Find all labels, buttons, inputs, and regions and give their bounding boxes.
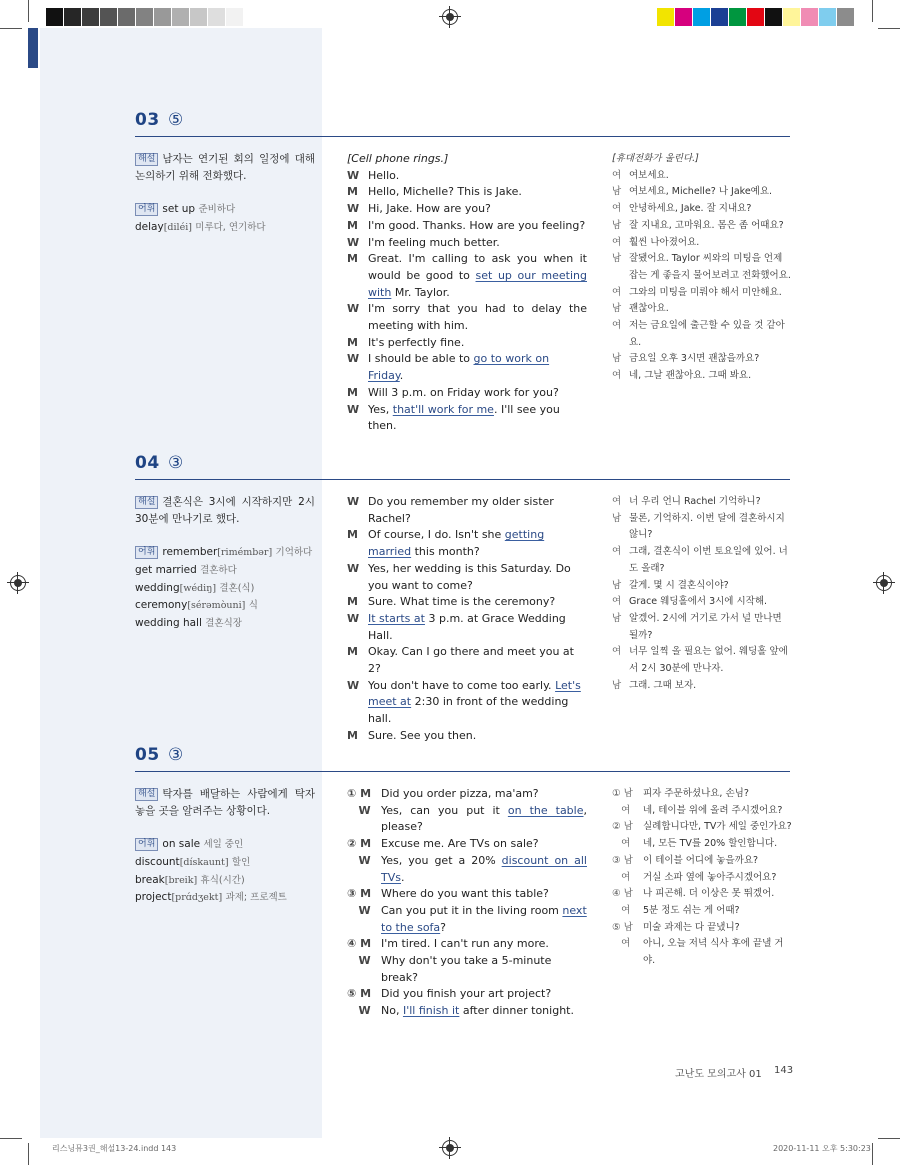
vocab-pronunciation: [rimémbər] [217,547,273,559]
line-text: 그래. 그때 보자. [629,679,697,691]
translation-line [612,611,792,644]
dialog-line [347,494,587,527]
crop-mark [878,28,900,29]
dialog-line [347,184,587,201]
slug-timestamp: 2020-11-11 오후 5:30:23 [773,1144,871,1153]
vocab-item [135,889,315,907]
line-text: I'm sorry that you had to delay the meeting with him. [368,302,587,333]
vocab-meaning: 식 [248,600,258,612]
dialog-line [347,218,587,235]
page-number: 143 [774,1065,794,1076]
line-text: It starts at 3 p.m. at Grace Wedding Hall. [368,611,566,642]
registration-mark-icon [10,575,26,591]
line-text: Excuse me. Are TVs on sale? [381,837,539,851]
dialog-04 [347,494,587,745]
translation-line [612,644,792,677]
translation-line [612,285,792,302]
line-text: 네, 그날 괜찮아요. 그때 봐요. [629,370,752,382]
page-tab-marker [28,28,38,68]
color-swatch [657,8,675,26]
color-registration-bar [657,8,855,26]
translation-line [612,168,792,185]
line-text: 저는 금요일에 출근할 수 있을 것 같아요. [629,320,785,348]
dialog-line [347,527,587,560]
vocab-item [135,615,315,633]
explanation-badge: 해설 [135,496,158,509]
line-text: 5분 정도 쉬는 게 어때? [643,904,740,916]
line-text: 네, 모든 TV를 20% 할인합니다. [643,838,778,850]
vocab-meaning: 결혼식장 [205,617,242,629]
line-text: 잘 지내요, 고마워요. 몸은 좀 어때요? [629,219,784,231]
dialog-line [347,402,587,435]
dialog-line [347,886,587,903]
line-text: Hello, Michelle? This is Jake. [368,185,522,199]
line-text: I'm good. Thanks. How are you feeling? [368,218,586,232]
option-number: W [358,803,371,817]
speaker: 여 [612,320,622,332]
vocab-meaning: 결혼(식) [219,582,255,594]
explanation-text: 결혼식은 3시에 시작하지만 2시 30분에 만나기로 했다. [135,496,315,525]
translation-line [612,870,792,887]
vocab-badge: 어휘 [135,838,158,851]
line-text: 훨씬 나아졌어요. [629,236,700,248]
line-text: I'm feeling much better. [368,235,500,249]
translation-line [612,678,792,695]
line-text: Do you remember my older sister Rachel? [368,495,554,525]
line-text: 그와의 미팅을 미뤄야 해서 미안해요. [629,286,782,298]
option-number: ③ 남 [612,854,633,866]
speaker: 여 [612,169,622,181]
vocab-item [135,219,315,237]
line-text: Will 3 p.m. on Friday work for you? [368,385,559,399]
line-text: You don't have to come too early. Let's meet at 2:30 in front of the wedding hall. [368,678,581,726]
color-swatch [675,8,693,26]
translation-line [612,318,792,351]
line-text: Can you put it in the living room next to the sofa? [381,903,587,934]
line-text: 갈게. 몇 시 결혼식이야? [629,579,729,591]
translation-03 [612,151,792,385]
line-text: I'm tired. I can't run any more. [381,937,549,951]
speaker: W [347,495,360,508]
vocab-pronunciation: [wédiŋ] [179,582,217,594]
vocab-word: ceremony [135,599,188,612]
dialog-line [347,235,587,252]
dialog-line [347,594,587,611]
translation-line [612,886,792,903]
dialog-line [347,986,587,1003]
speaker: 여 [612,236,622,248]
crop-mark [0,1138,22,1139]
vocab-badge: 어휘 [135,203,158,216]
speaker: 남 [612,253,622,265]
vocab-meaning: 기억하다 [275,547,313,559]
vocab-badge: 어휘 [135,546,158,559]
speaker: W [347,168,360,182]
speaker: 여 [612,546,622,558]
crop-mark [872,1143,873,1165]
registration-mark-icon [442,9,458,25]
speaker: 남 [612,186,622,198]
vocab-word: set up [162,203,196,216]
dialog-line [347,803,587,836]
section-header-04 [135,451,790,480]
speaker: 여 [612,496,622,507]
translation-line [612,903,792,920]
grayscale-color-bar [46,8,244,26]
option-number: ③ M [347,887,372,901]
vocab-word: remember [162,546,218,559]
option-number: W [358,903,371,917]
option-number: 여 [621,804,631,816]
line-text: Great. I'm calling to ask you when it would be good to set up our meeting with Mr. Taylor. [368,252,587,299]
line-text: 그래, 결혼식이 이번 토요일에 있어. 너도 올래? [629,546,788,574]
dialog-line [347,853,587,886]
translation-line [612,594,792,611]
color-swatch [100,8,118,26]
vocab-meaning: 과제; 프로젝트 [225,892,287,904]
speaker: W [347,202,360,216]
translation-stage: [휴대전화가 울린다.] [612,153,699,164]
translation-line [612,218,792,235]
section-number: 05 [135,745,160,765]
crop-mark [0,28,22,29]
key-phrase: next to the sofa [381,903,587,934]
line-text: Yes, her wedding is this Saturday. Do you want to come? [368,561,571,592]
vocab-item [135,201,315,219]
line-text: I should be able to go to work on Friday. [368,352,550,383]
color-swatch [154,8,172,26]
vocab-item [135,836,315,854]
dialog-line [347,168,587,185]
color-swatch [136,8,154,26]
line-text: 네, 테이블 위에 올려 주시겠어요? [643,804,783,816]
speaker: M [347,645,358,659]
vocab-item [135,580,315,598]
speaker: M [347,528,358,542]
translation-line [612,494,792,511]
book-title: 고난도 모의고사 01 [675,1069,762,1080]
section-header-05 [135,743,790,772]
registration-mark-icon [876,575,892,591]
dialog-line [347,836,587,853]
speaker: 남 [612,219,622,231]
line-text: Of course, I do. Isn't she getting married this month? [368,528,545,559]
color-swatch [190,8,208,26]
line-text: 거실 소파 옆에 놓아주시겠어요? [643,871,777,883]
speaker: M [347,385,358,399]
translation-line [612,368,792,385]
color-swatch [819,8,837,26]
key-phrase: It starts at [368,611,425,625]
crop-mark [28,1143,29,1165]
line-text: 아니, 오늘 저녁 식사 후에 끝낼 거야. [643,938,784,967]
line-text: Grace 웨딩홀에서 3시에 시작해. [629,596,768,608]
key-phrase: getting married [368,528,545,559]
dialog-line [347,1003,587,1020]
speaker: 남 [612,612,622,624]
line-text: Hello. [368,168,400,182]
dialog-line [347,351,587,384]
section-answer: ③ [168,745,184,765]
vocab-item [135,854,315,872]
section-number: 03 [135,110,160,130]
option-number: W [358,1004,371,1018]
translation-line [612,920,792,937]
dialog-line [347,953,587,986]
translation-line [612,184,792,201]
speaker: W [347,235,360,249]
slug-filename: 리스닝뮤3권_해설13-24.indd 143 [52,1144,177,1153]
key-phrase: set up our meeting with [368,268,587,299]
line-text: 물론, 기억하지. 이번 달에 결혼하시지 않니? [629,512,785,541]
translation-line [612,511,792,544]
line-text: Hi, Jake. How are you? [368,202,491,216]
key-phrase: on the table [507,803,584,817]
translation-line [612,301,792,318]
line-text: 너무 일찍 올 필요는 없어. 웨딩홀 앞에서 2시 30분에 만나자. [629,646,788,675]
speaker: 여 [612,646,622,658]
dialog-line [347,786,587,803]
dialog-line [347,936,587,953]
option-number: ② 남 [612,821,633,833]
vocab-pronunciation: [diléi] [163,221,192,233]
option-number: ④ M [347,937,372,951]
option-number: ① M [347,787,372,800]
explanation [135,786,315,819]
vocab-meaning: 준비하다 [198,204,236,216]
line-text: Did you order pizza, ma'am? [381,787,539,800]
option-number: W [358,954,371,968]
line-text: It's perfectly fine. [368,335,465,349]
translation-line [612,803,792,820]
dialog-line [347,678,587,728]
speaker: 여 [612,596,622,608]
option-number: ② M [347,837,372,851]
translation-line [612,578,792,595]
color-swatch [208,8,226,26]
option-number: W [358,853,371,867]
color-swatch [783,8,801,26]
section-number: 04 [135,453,160,473]
line-text: 여보세요, Michelle? 나 Jake예요. [629,186,773,198]
color-swatch [82,8,100,26]
section-answer: ⑤ [168,110,184,130]
dialog-line [347,251,587,301]
option-number: ① 남 [612,788,633,799]
option-number: ⑤ 남 [612,921,633,933]
explanation-text: 탁자를 배달하는 사람에게 탁자 놓을 곳을 알려주는 상황이다. [135,788,315,817]
stage-direction: [Cell phone rings.] [347,152,449,165]
crop-mark [872,0,873,22]
speaker: 남 [612,579,622,591]
line-text: Yes, you get a 20% discount on all TVs. [381,853,587,884]
translation-05 [612,786,792,970]
vocab-meaning: 미루다, 연기하다 [195,221,266,233]
vocab-word: wedding hall [135,616,202,629]
vocab-word: break [135,873,165,886]
line-text: 너 우리 언니 Rachel 기억하니? [629,496,761,507]
speaker: 남 [612,303,622,315]
line-text: Yes, that'll work for me. I'll see you then. [368,402,560,433]
key-phrase: Let's meet at [368,678,581,709]
line-text: 괜찮아요. [629,303,669,315]
speaker: W [347,678,360,692]
line-text: Yes, can you put it on the table, please? [381,803,587,834]
crop-mark [878,1138,900,1139]
section-notes-04 [135,494,315,633]
option-number: 여 [621,871,631,883]
translation-line [612,201,792,218]
line-text: 실례합니다만, TV가 세일 중인가요? [643,821,792,833]
color-swatch [46,8,64,26]
translation-04 [612,494,792,694]
speaker: M [347,595,358,609]
vocab-word: wedding [135,581,180,594]
line-text: Did you finish your art project? [381,987,552,1001]
color-swatch [711,8,729,26]
dialog-line [347,201,587,218]
speaker: 남 [612,353,622,365]
vocab-pronunciation: [dískaunt] [179,856,229,868]
speaker: W [347,611,360,625]
translation-line [612,836,792,853]
crop-mark [28,0,29,22]
option-number: 여 [621,904,631,916]
line-text: 이 테이블 어디에 놓을까요? [643,854,759,866]
color-swatch [765,8,783,26]
registration-mark-icon [442,1140,458,1156]
vocab-item [135,562,315,580]
speaker: M [347,252,358,266]
key-phrase: I'll finish it [402,1004,460,1018]
vocab-pronunciation: [prɑ́dʒekt] [171,892,223,904]
vocab-pronunciation: [sérəmòuni] [187,600,246,612]
explanation-badge: 해설 [135,788,158,801]
vocab-pronunciation: [breik] [164,874,198,886]
explanation [135,494,315,527]
line-text: 나 피곤해. 더 이상은 못 뛰겠어. [643,888,775,900]
explanation [135,151,315,184]
dialog-line [347,644,587,677]
color-swatch [64,8,82,26]
option-number: ⑤ M [347,987,372,1001]
vocab-meaning: 할인 [231,856,251,868]
option-number: 여 [621,838,631,850]
option-number: 여 [621,938,631,950]
translation-line [612,819,792,836]
speaker: W [347,561,360,575]
dialog-line [347,385,587,402]
color-swatch [729,8,747,26]
translation-line [612,351,792,368]
line-text: 잘됐어요. Taylor 씨와의 미팅을 언제 잡는 게 좋을지 물어보려고 전화했어요. [629,253,791,281]
translation-line [612,786,792,803]
dialog-line [347,561,587,594]
color-swatch [693,8,711,26]
vocab-item [135,872,315,890]
speaker: W [347,302,360,316]
speaker: 여 [612,203,622,215]
dialog-line [347,335,587,352]
vocab-item [135,544,315,562]
line-text: 알겠어. 2시에 거기로 가서 널 만나면 될까? [629,612,782,641]
dialog-line [347,301,587,334]
speaker: W [347,402,360,416]
speaker: 남 [612,679,622,691]
section-answer: ③ [168,453,184,473]
line-text: Why don't you take a 5-minute break? [381,954,552,984]
translation-line [612,251,792,284]
explanation-text: 남자는 연기된 회의 일정에 대해 논의하기 위해 전화했다. [135,153,315,182]
speaker: M [347,335,358,349]
line-text: Sure. See you then. [368,728,477,742]
line-text: 미술 과제는 다 끝냈니? [643,921,740,933]
vocab-word: project [135,891,172,904]
color-swatch [226,8,244,26]
line-text: Where do you want this table? [381,887,549,901]
vocab-meaning: 세일 중인 [203,839,244,851]
vocab-meaning: 휴식(시간) [200,874,245,886]
line-text: Sure. What time is the ceremony? [368,595,556,609]
color-swatch [172,8,190,26]
translation-line [612,235,792,252]
key-phrase: go to work on Friday [368,352,550,383]
line-text: 여보세요. [629,169,669,181]
section-notes-03 [135,151,315,237]
section-notes-05 [135,786,315,907]
vocab-word: discount [135,855,180,868]
line-text: 피자 주문하셨나요, 손님? [643,788,749,799]
speaker: M [347,185,358,199]
line-text: 안녕하세요, Jake. 잘 지내요? [629,203,752,215]
vocab-meaning: 결혼하다 [200,564,237,576]
translation-line [612,544,792,577]
section-header-03 [135,108,790,137]
speaker: 여 [612,286,622,298]
dialog-05 [347,786,587,1020]
dialog-03 [347,151,587,435]
dialog-line [347,903,587,936]
translation-line [612,853,792,870]
speaker: 여 [612,370,622,382]
key-phrase: that'll work for me [392,402,494,416]
dialog-line [347,611,587,644]
line-text: No, I'll finish it after dinner tonight. [381,1004,574,1018]
vocab-word: on sale [162,838,201,851]
color-swatch [118,8,136,26]
vocab-word: delay [135,220,164,233]
key-phrase: discount on all TVs [381,853,587,884]
translation-line [612,936,792,969]
speaker: M [347,728,358,742]
speaker: M [347,218,358,232]
line-text: Okay. Can I go there and meet you at 2? [368,645,574,676]
speaker: W [347,352,360,366]
vocab-word: get married [135,563,197,576]
vocab-item [135,597,315,615]
option-number: ④ 남 [612,888,633,900]
color-swatch [747,8,765,26]
color-swatch [801,8,819,26]
speaker: 남 [612,512,622,524]
line-text: 금요일 오후 3시면 괜찮을까요? [629,353,760,365]
explanation-badge: 해설 [135,153,158,166]
color-swatch [837,8,855,26]
